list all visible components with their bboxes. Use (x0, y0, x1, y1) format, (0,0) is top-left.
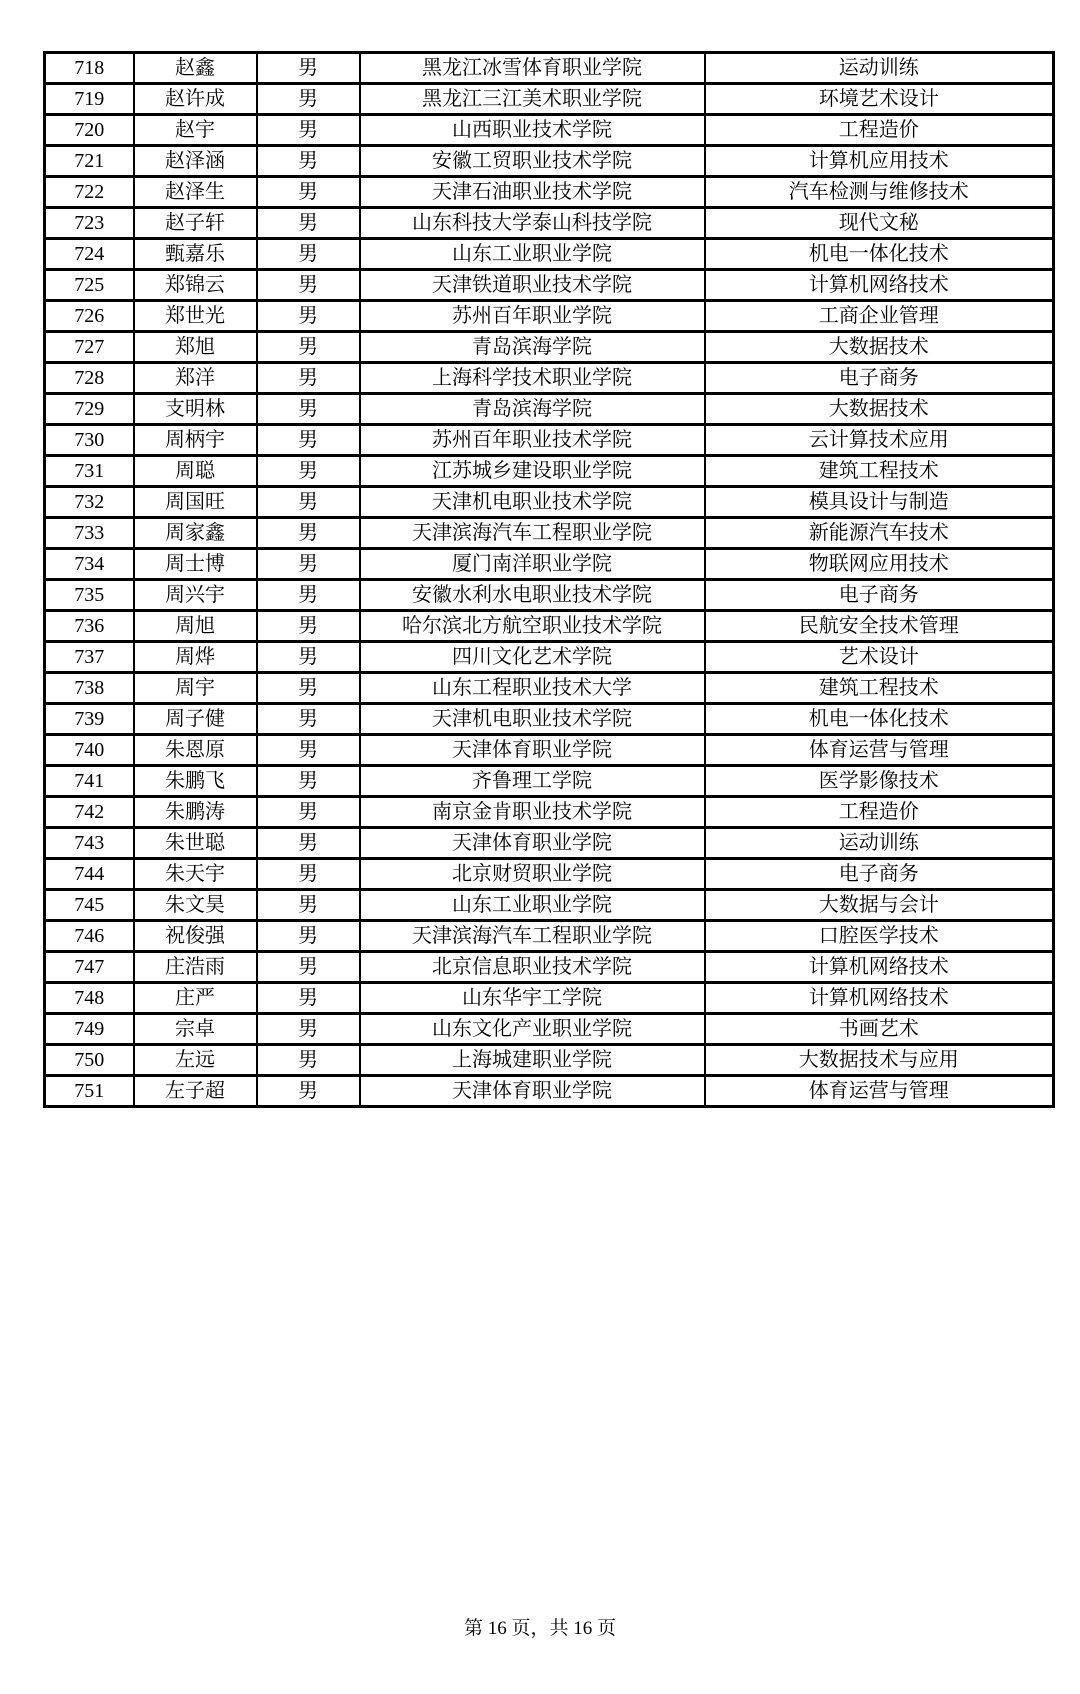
cell-name: 赵鑫 (134, 53, 257, 84)
cell-no: 723 (45, 208, 134, 239)
cell-major: 体育运营与管理 (705, 735, 1054, 766)
cell-school: 江苏城乡建设职业学院 (360, 456, 705, 487)
cell-gender: 男 (257, 363, 360, 394)
cell-gender: 男 (257, 487, 360, 518)
cell-gender: 男 (257, 580, 360, 611)
cell-name: 甄嘉乐 (134, 239, 257, 270)
table-row (45, 177, 1054, 208)
table-row (45, 456, 1054, 487)
table-row (45, 549, 1054, 580)
cell-name: 周家鑫 (134, 518, 257, 549)
cell-gender: 男 (257, 828, 360, 859)
cell-gender: 男 (257, 84, 360, 115)
cell-name: 周旭 (134, 611, 257, 642)
table-row (45, 239, 1054, 270)
cell-major: 汽车检测与维修技术 (705, 177, 1054, 208)
table-row (45, 859, 1054, 890)
cell-no: 750 (45, 1045, 134, 1076)
cell-name: 朱世聪 (134, 828, 257, 859)
table-row (45, 828, 1054, 859)
cell-major: 艺术设计 (705, 642, 1054, 673)
cell-gender: 男 (257, 1014, 360, 1045)
cell-gender: 男 (257, 518, 360, 549)
cell-gender: 男 (257, 1045, 360, 1076)
cell-major: 新能源汽车技术 (705, 518, 1054, 549)
cell-gender: 男 (257, 642, 360, 673)
cell-name: 朱鹏涛 (134, 797, 257, 828)
cell-school: 天津机电职业技术学院 (360, 487, 705, 518)
cell-major: 物联网应用技术 (705, 549, 1054, 580)
cell-school: 苏州百年职业技术学院 (360, 425, 705, 456)
cell-name: 朱恩原 (134, 735, 257, 766)
table-row (45, 921, 1054, 952)
cell-name: 庄浩雨 (134, 952, 257, 983)
cell-name: 周士博 (134, 549, 257, 580)
table-row (45, 1076, 1054, 1107)
cell-gender: 男 (257, 146, 360, 177)
cell-major: 医学影像技术 (705, 766, 1054, 797)
cell-gender: 男 (257, 301, 360, 332)
cell-school: 厦门南洋职业学院 (360, 549, 705, 580)
cell-school: 安徽水利水电职业技术学院 (360, 580, 705, 611)
cell-name: 周国旺 (134, 487, 257, 518)
table-row (45, 704, 1054, 735)
cell-name: 周柄宇 (134, 425, 257, 456)
cell-no: 740 (45, 735, 134, 766)
cell-major: 民航安全技术管理 (705, 611, 1054, 642)
cell-school: 山东文化产业职业学院 (360, 1014, 705, 1045)
cell-school: 山东工程职业技术大学 (360, 673, 705, 704)
cell-name: 郑洋 (134, 363, 257, 394)
cell-no: 727 (45, 332, 134, 363)
cell-no: 721 (45, 146, 134, 177)
cell-name: 郑锦云 (134, 270, 257, 301)
cell-school: 山东华宇工学院 (360, 983, 705, 1014)
cell-major: 电子商务 (705, 859, 1054, 890)
cell-no: 739 (45, 704, 134, 735)
cell-major: 建筑工程技术 (705, 673, 1054, 704)
cell-no: 728 (45, 363, 134, 394)
cell-name: 周烨 (134, 642, 257, 673)
cell-name: 周子健 (134, 704, 257, 735)
cell-major: 电子商务 (705, 580, 1054, 611)
cell-major: 模具设计与制造 (705, 487, 1054, 518)
cell-major: 工程造价 (705, 797, 1054, 828)
table-row (45, 735, 1054, 766)
cell-name: 朱鹏飞 (134, 766, 257, 797)
cell-gender: 男 (257, 704, 360, 735)
cell-major: 计算机网络技术 (705, 983, 1054, 1014)
cell-major: 机电一体化技术 (705, 704, 1054, 735)
cell-school: 天津石油职业技术学院 (360, 177, 705, 208)
cell-school: 天津机电职业技术学院 (360, 704, 705, 735)
cell-gender: 男 (257, 425, 360, 456)
table-row (45, 332, 1054, 363)
cell-name: 祝俊强 (134, 921, 257, 952)
cell-gender: 男 (257, 921, 360, 952)
cell-name: 周聪 (134, 456, 257, 487)
cell-gender: 男 (257, 332, 360, 363)
cell-major: 机电一体化技术 (705, 239, 1054, 270)
cell-name: 赵泽涵 (134, 146, 257, 177)
cell-name: 左远 (134, 1045, 257, 1076)
cell-major: 大数据与会计 (705, 890, 1054, 921)
cell-name: 周宇 (134, 673, 257, 704)
cell-major: 运动训练 (705, 828, 1054, 859)
cell-name: 赵泽生 (134, 177, 257, 208)
cell-gender: 男 (257, 1076, 360, 1107)
cell-major: 环境艺术设计 (705, 84, 1054, 115)
cell-gender: 男 (257, 115, 360, 146)
cell-name: 朱文昊 (134, 890, 257, 921)
cell-school: 天津体育职业学院 (360, 735, 705, 766)
cell-no: 732 (45, 487, 134, 518)
cell-gender: 男 (257, 673, 360, 704)
cell-school: 齐鲁理工学院 (360, 766, 705, 797)
table-row (45, 394, 1054, 425)
table-row (45, 84, 1054, 115)
table-row (45, 1014, 1054, 1045)
cell-school: 上海城建职业学院 (360, 1045, 705, 1076)
cell-no: 735 (45, 580, 134, 611)
cell-name: 宗卓 (134, 1014, 257, 1045)
cell-major: 计算机应用技术 (705, 146, 1054, 177)
table-row (45, 146, 1054, 177)
page-number-footer: 第 16 页，共 16 页 (463, 1618, 616, 1639)
cell-gender: 男 (257, 177, 360, 208)
table-row (45, 611, 1054, 642)
cell-major: 现代文秘 (705, 208, 1054, 239)
cell-gender: 男 (257, 611, 360, 642)
cell-name: 庄严 (134, 983, 257, 1014)
cell-major: 体育运营与管理 (705, 1076, 1054, 1107)
cell-name: 朱天宇 (134, 859, 257, 890)
cell-school: 北京财贸职业学院 (360, 859, 705, 890)
cell-school: 青岛滨海学院 (360, 394, 705, 425)
cell-gender: 男 (257, 456, 360, 487)
cell-name: 赵子轩 (134, 208, 257, 239)
cell-school: 天津滨海汽车工程职业学院 (360, 921, 705, 952)
cell-no: 726 (45, 301, 134, 332)
cell-no: 724 (45, 239, 134, 270)
cell-gender: 男 (257, 983, 360, 1014)
cell-no: 730 (45, 425, 134, 456)
cell-school: 天津体育职业学院 (360, 828, 705, 859)
cell-school: 北京信息职业技术学院 (360, 952, 705, 983)
table-row (45, 797, 1054, 828)
cell-name: 赵许成 (134, 84, 257, 115)
table-body (45, 53, 1054, 1107)
table-row (45, 642, 1054, 673)
cell-gender: 男 (257, 766, 360, 797)
cell-school: 安徽工贸职业技术学院 (360, 146, 705, 177)
cell-no: 746 (45, 921, 134, 952)
cell-gender: 男 (257, 270, 360, 301)
table-row (45, 208, 1054, 239)
cell-gender: 男 (257, 239, 360, 270)
cell-no: 748 (45, 983, 134, 1014)
cell-no: 729 (45, 394, 134, 425)
cell-major: 电子商务 (705, 363, 1054, 394)
cell-no: 747 (45, 952, 134, 983)
cell-no: 722 (45, 177, 134, 208)
table-row (45, 766, 1054, 797)
cell-no: 725 (45, 270, 134, 301)
cell-no: 737 (45, 642, 134, 673)
table-row (45, 580, 1054, 611)
cell-gender: 男 (257, 735, 360, 766)
cell-no: 731 (45, 456, 134, 487)
cell-major: 大数据技术 (705, 394, 1054, 425)
cell-major: 运动训练 (705, 53, 1054, 84)
cell-major: 工程造价 (705, 115, 1054, 146)
cell-school: 黑龙江冰雪体育职业学院 (360, 53, 705, 84)
cell-major: 大数据技术与应用 (705, 1045, 1054, 1076)
cell-no: 745 (45, 890, 134, 921)
cell-major: 计算机网络技术 (705, 270, 1054, 301)
table-row (45, 270, 1054, 301)
cell-gender: 男 (257, 208, 360, 239)
cell-name: 赵宇 (134, 115, 257, 146)
cell-major: 计算机网络技术 (705, 952, 1054, 983)
table-row (45, 673, 1054, 704)
cell-major: 口腔医学技术 (705, 921, 1054, 952)
cell-school: 苏州百年职业学院 (360, 301, 705, 332)
cell-school: 哈尔滨北方航空职业技术学院 (360, 611, 705, 642)
table-row (45, 518, 1054, 549)
cell-no: 738 (45, 673, 134, 704)
cell-major: 云计算技术应用 (705, 425, 1054, 456)
cell-school: 山东工业职业学院 (360, 890, 705, 921)
cell-major: 工商企业管理 (705, 301, 1054, 332)
cell-no: 744 (45, 859, 134, 890)
table-row (45, 115, 1054, 146)
table-row (45, 952, 1054, 983)
cell-school: 山东科技大学泰山科技学院 (360, 208, 705, 239)
cell-gender: 男 (257, 859, 360, 890)
table-row (45, 1045, 1054, 1076)
cell-name: 郑旭 (134, 332, 257, 363)
student-roster-table (43, 51, 1055, 1108)
cell-school: 黑龙江三江美术职业学院 (360, 84, 705, 115)
cell-school: 山东工业职业学院 (360, 239, 705, 270)
cell-school: 天津体育职业学院 (360, 1076, 705, 1107)
cell-school: 天津滨海汽车工程职业学院 (360, 518, 705, 549)
cell-gender: 男 (257, 952, 360, 983)
cell-school: 南京金肯职业技术学院 (360, 797, 705, 828)
cell-name: 左子超 (134, 1076, 257, 1107)
cell-major: 书画艺术 (705, 1014, 1054, 1045)
cell-no: 741 (45, 766, 134, 797)
cell-name: 周兴宇 (134, 580, 257, 611)
cell-no: 742 (45, 797, 134, 828)
cell-major: 建筑工程技术 (705, 456, 1054, 487)
cell-gender: 男 (257, 890, 360, 921)
cell-no: 720 (45, 115, 134, 146)
cell-school: 山西职业技术学院 (360, 115, 705, 146)
table-row (45, 425, 1054, 456)
table-row (45, 890, 1054, 921)
cell-gender: 男 (257, 53, 360, 84)
table-row (45, 983, 1054, 1014)
cell-no: 751 (45, 1076, 134, 1107)
cell-no: 743 (45, 828, 134, 859)
table-row (45, 53, 1054, 84)
cell-no: 736 (45, 611, 134, 642)
cell-name: 支明林 (134, 394, 257, 425)
cell-name: 郑世光 (134, 301, 257, 332)
cell-gender: 男 (257, 549, 360, 580)
cell-school: 上海科学技术职业学院 (360, 363, 705, 394)
cell-school: 天津铁道职业技术学院 (360, 270, 705, 301)
cell-school: 四川文化艺术学院 (360, 642, 705, 673)
cell-no: 734 (45, 549, 134, 580)
cell-no: 719 (45, 84, 134, 115)
cell-no: 733 (45, 518, 134, 549)
table-row (45, 363, 1054, 394)
cell-no: 749 (45, 1014, 134, 1045)
cell-major: 大数据技术 (705, 332, 1054, 363)
table-row (45, 487, 1054, 518)
cell-school: 青岛滨海学院 (360, 332, 705, 363)
table-row (45, 301, 1054, 332)
cell-no: 718 (45, 53, 134, 84)
cell-gender: 男 (257, 797, 360, 828)
cell-gender: 男 (257, 394, 360, 425)
